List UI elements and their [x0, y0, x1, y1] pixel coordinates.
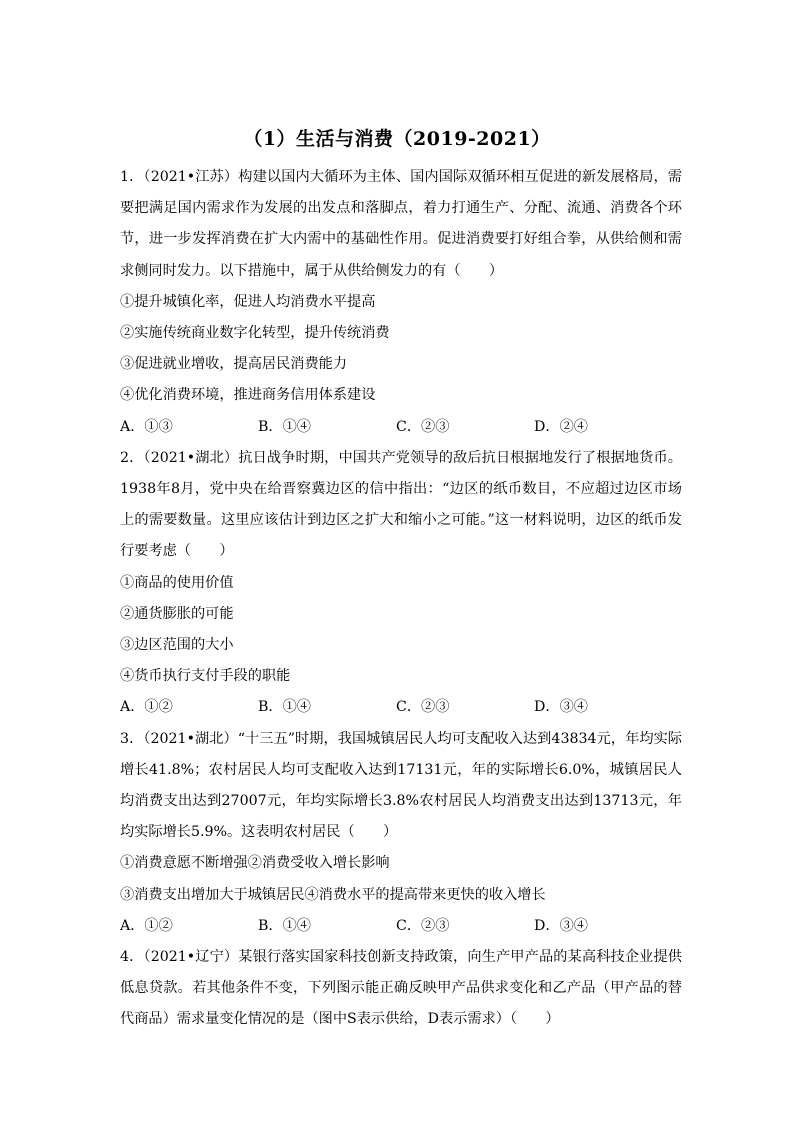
question-2 [120, 443, 682, 724]
option-b: B．①④ [258, 917, 311, 934]
question-3 [120, 724, 682, 942]
option-c: C．②③ [396, 917, 450, 934]
statement-item: ③消费支出增加大于城镇居民④消费水平的提高带来更快的收入增长 [120, 886, 546, 903]
statement-item: ③促进就业增收，提高居民消费能力 [120, 356, 348, 373]
question-list [120, 162, 682, 1036]
option-a: A．①③ [120, 418, 173, 435]
statement-item: ④优化消费环境，推进商务信用体系建设 [120, 387, 376, 404]
statement-item: ①消费意愿不断增强②消费受收入增长影响 [120, 855, 390, 872]
question-stem: 2．（2021•湖北）抗日战争时期，中国共产党领导的敌后抗日根据地发行了根据地货币。1938年8月，党中央在给晋察冀边区的信中指出：“边区的纸币数目，不应超过边区市场上的需要数量。这里应该估计到边区之扩大和缩小之可能。”这一材料说明，边区的纸币发行要考虑（ ） [120, 449, 682, 560]
option-a: A．①② [120, 699, 173, 716]
question-stem: 3．（2021•湖北）“十三五”时期，我国城镇居民人均可支配收入达到43834元，年均实际增长41.8%；农村居民人均可支配收入达到17131元，年的实际增长6.0%，城镇居民人均消费支出达到27007元，年均实际增长3.8%农村居民人均消费支出达到13713元，年均实际增长5.9%。这表明农村居民（ ） [120, 730, 682, 841]
statement-item: ①商品的使用价值 [120, 574, 234, 591]
question-1 [120, 162, 682, 443]
page-title: （1）生活与消费（2019-2021） [243, 128, 551, 150]
option-d: D．③④ [534, 917, 588, 934]
statement-item: ②通货膨胀的可能 [120, 605, 234, 622]
option-b: B．①④ [258, 699, 311, 716]
option-b: B．①④ [258, 418, 311, 435]
question-4 [120, 942, 682, 1036]
question-stem: 1．（2021•江苏）构建以国内大循环为主体、国内国际双循环相互促进的新发展格局，需要把满足国内需求作为发展的出发点和落脚点，着力打通生产、分配、流通、消费各个环节，进一步发挥消费在扩大内需中的基础性作用。促进消费要打好组合拳，从供给侧和需求侧同时发力。以下措施中，属于从供给侧发力的有（ ） [120, 169, 682, 279]
option-c: C．②③ [396, 699, 450, 716]
answer-options [120, 911, 682, 942]
answer-options [120, 412, 682, 443]
option-c: C．②③ [396, 418, 450, 435]
option-d: D．②④ [534, 418, 588, 435]
option-a: A．①② [120, 917, 173, 934]
statement-item: ①提升城镇化率，促进人均消费水平提高 [120, 293, 376, 310]
statement-item: ④货币执行支付手段的职能 [120, 668, 291, 685]
option-d: D．③④ [534, 699, 588, 716]
statement-item: ②实施传统商业数字化转型，提升传统消费 [120, 325, 390, 342]
answer-options [120, 692, 682, 723]
statement-item: ③边区范围的大小 [120, 637, 234, 654]
question-stem: 4．（2021•辽宁）某银行落实国家科技创新支持政策，向生产甲产品的某高科技企业提供低息贷款。若其他条件不变，下列图示能正确反映甲产品供求变化和乙产品（甲产品的替代商品）需求量变化情况的是（图中S表示供给，D表示需求）（ ） [120, 949, 682, 1028]
